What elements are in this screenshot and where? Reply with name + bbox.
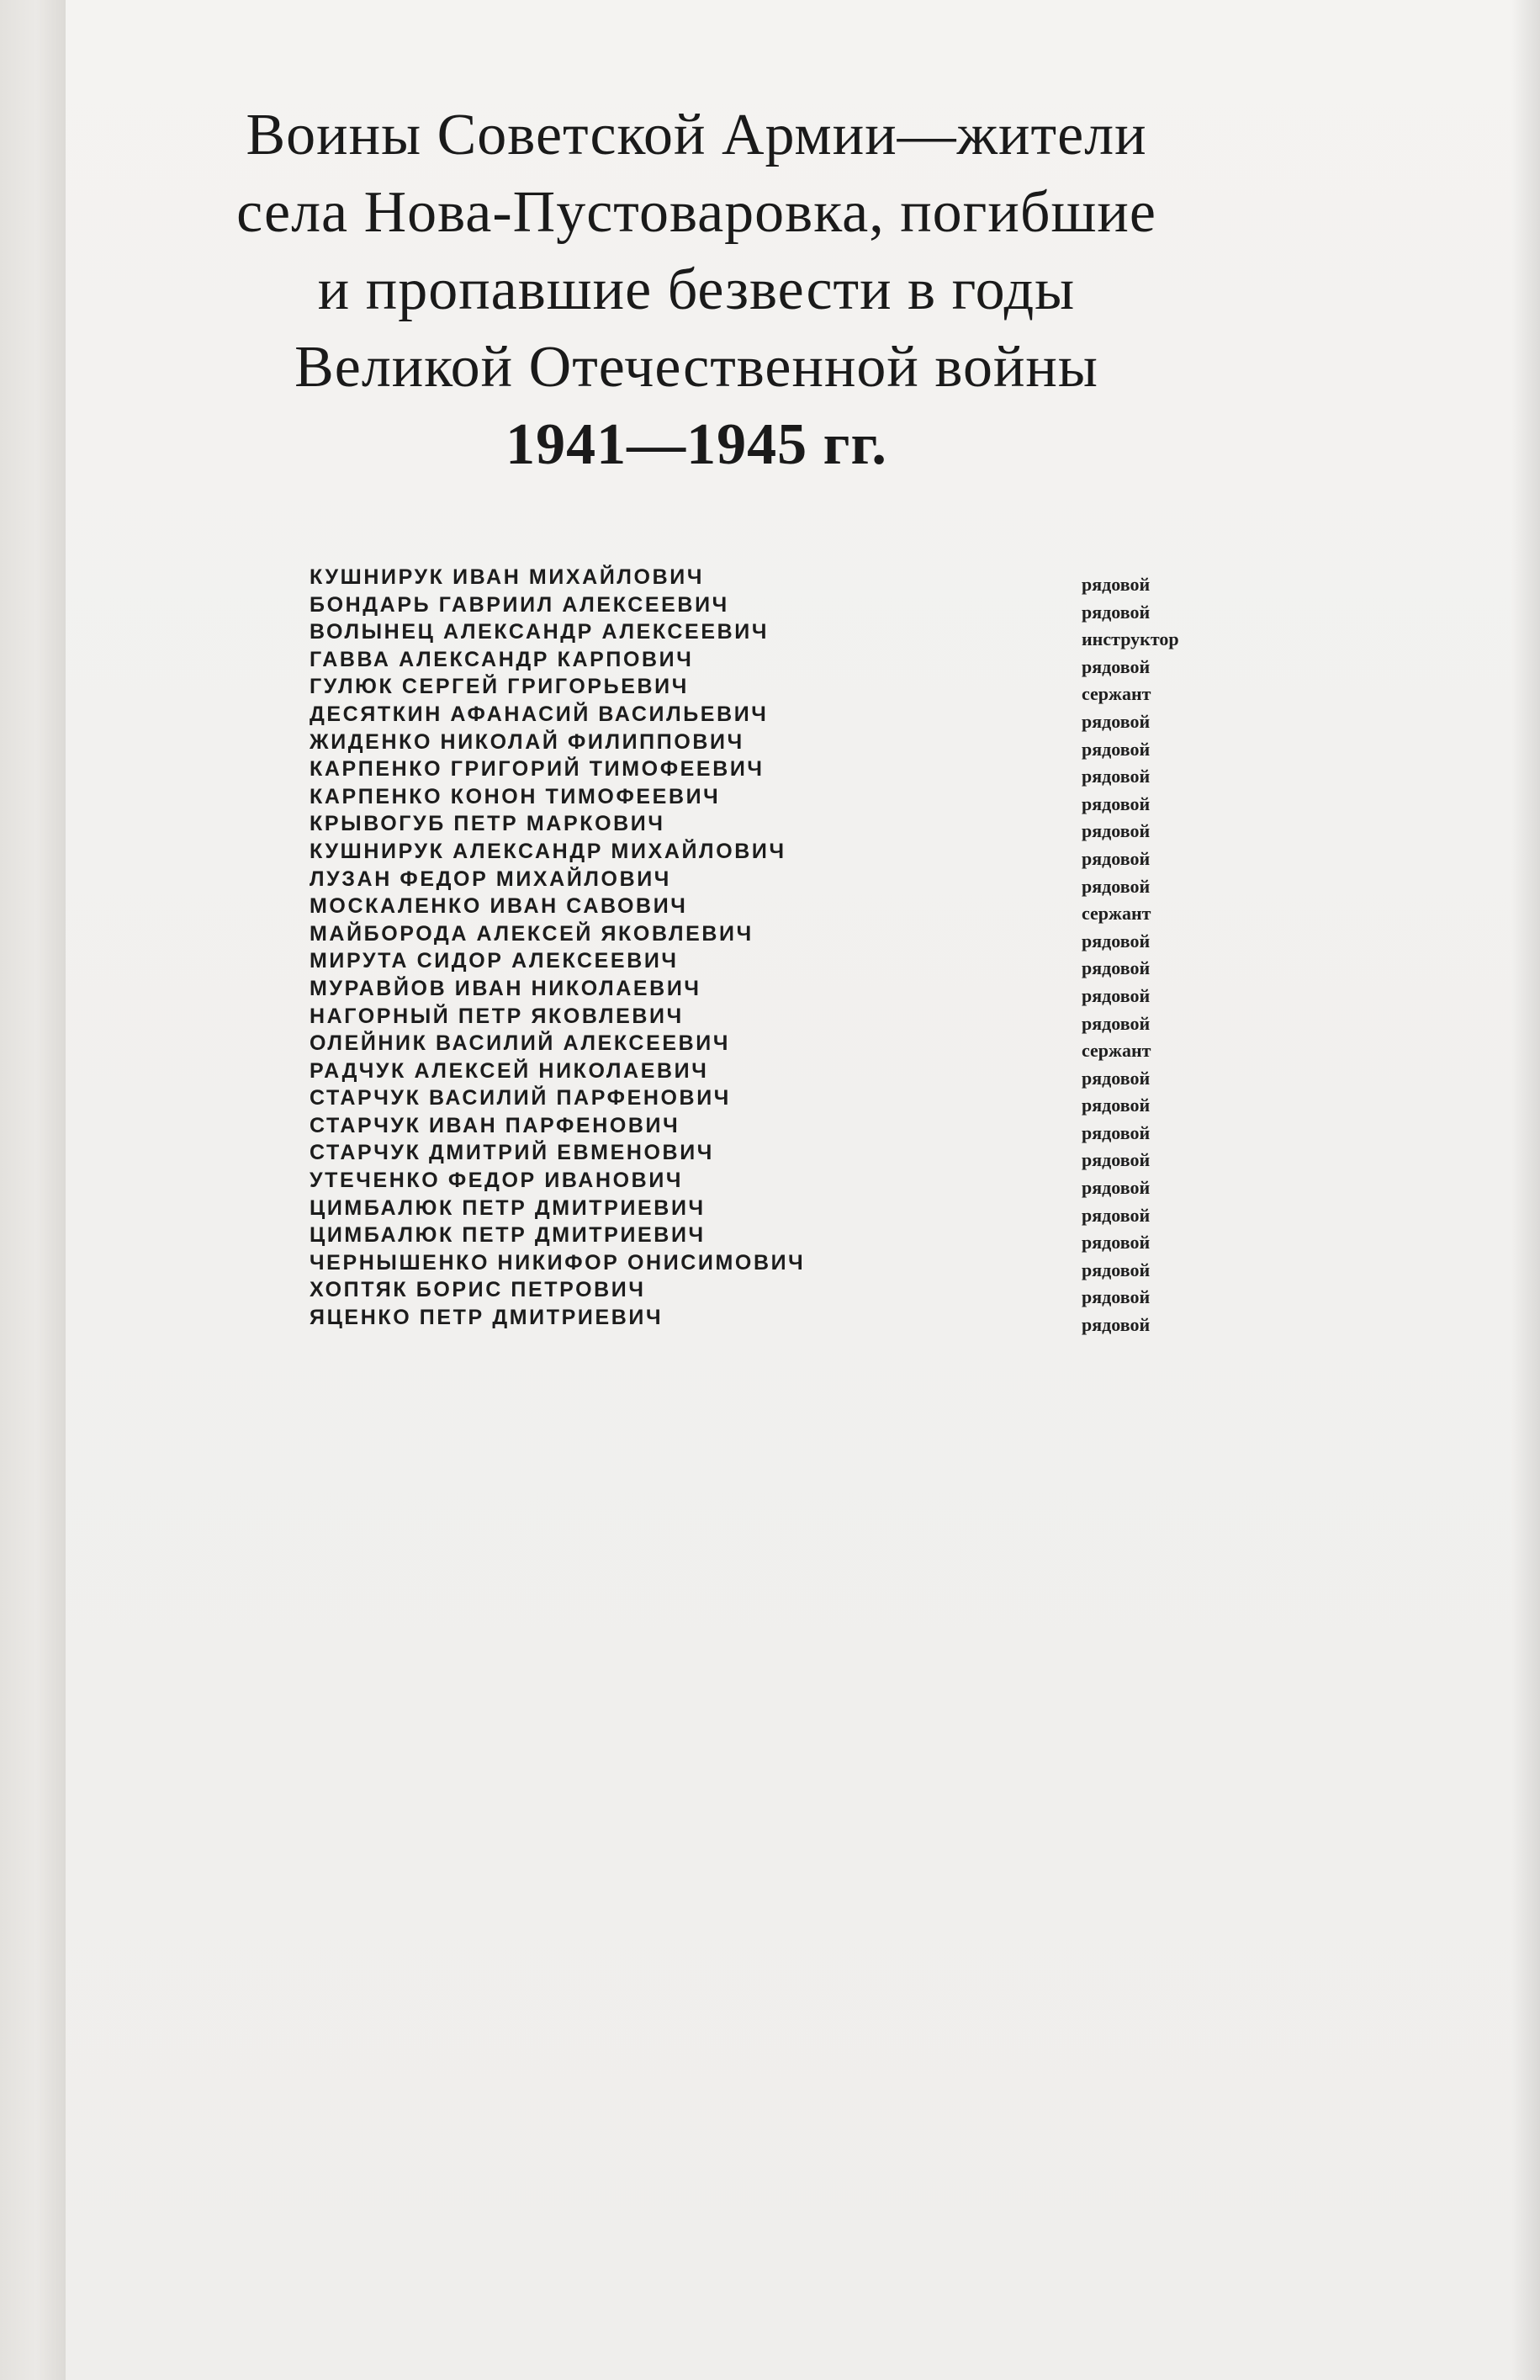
- roster-row: [310, 755, 1235, 787]
- soldier-name: КРЫВОГУБ ПЕТР МАРКОВИЧ: [310, 812, 665, 836]
- roster-row: [310, 1276, 1235, 1308]
- soldier-name: БОНДАРЬ ГАВРИИЛ АЛЕКСЕЕВИЧ: [310, 592, 729, 617]
- soldier-name: ЖИДЕНКО НИКОЛАЙ ФИЛИППОВИЧ: [310, 729, 744, 754]
- soldier-rank: рядовой: [1082, 1259, 1151, 1280]
- soldier-rank: рядовой: [1082, 984, 1151, 1006]
- soldier-name: ЛУЗАН ФЕДОР МИХАЙЛОВИЧ: [310, 867, 671, 891]
- soldier-name: ОЛЕЙНИК ВАСИЛИЙ АЛЕКСЕЕВИЧ: [310, 1031, 731, 1056]
- roster-list: [310, 564, 1235, 1336]
- soldier-name: ГУЛЮК СЕРГЕЙ ГРИГОРЬЕВИЧ: [310, 675, 689, 699]
- book-page: [66, 0, 1540, 2380]
- soldier-name: ЦИМБАЛЮК ПЕТР ДМИТРИЕВИЧ: [310, 1195, 706, 1220]
- page-right-shadow: [1511, 0, 1540, 2380]
- soldier-rank: рядовой: [1082, 1149, 1151, 1171]
- soldier-name: МОСКАЛЕНКО ИВАН САВОВИЧ: [310, 894, 688, 919]
- soldier-rank: рядовой: [1082, 1067, 1151, 1089]
- roster-row: [310, 838, 1235, 869]
- soldier-name: МУРАВЙОВ ИВАН НИКОЛАЕВИЧ: [310, 976, 701, 1000]
- soldier-rank: сержант: [1082, 903, 1151, 925]
- soldier-rank: рядовой: [1082, 1286, 1151, 1308]
- soldier-rank: рядовой: [1082, 1204, 1151, 1226]
- roster-row: [310, 729, 1235, 760]
- soldier-rank: рядовой: [1082, 710, 1151, 732]
- soldier-name: ДЕСЯТКИН АФАНАСИЙ ВАСИЛЬЕВИЧ: [310, 702, 769, 726]
- soldier-name: НАГОРНЫЙ ПЕТР ЯКОВЛЕВИЧ: [310, 1004, 684, 1028]
- page-title: [150, 97, 1243, 484]
- soldier-rank: рядовой: [1082, 766, 1151, 787]
- soldier-rank: рядовой: [1082, 820, 1151, 842]
- roster-row: [310, 1030, 1235, 1062]
- soldier-rank: рядовой: [1082, 1177, 1151, 1199]
- soldier-rank: рядовой: [1082, 875, 1151, 897]
- soldier-rank: рядовой: [1082, 1232, 1151, 1254]
- soldier-name: ХОПТЯК БОРИС ПЕТРОВИЧ: [310, 1278, 646, 1302]
- soldier-name: МАЙБОРОДА АЛЕКСЕЙ ЯКОВЛЕВИЧ: [310, 921, 754, 946]
- soldier-rank: сержант: [1082, 1040, 1151, 1062]
- soldier-rank: рядовой: [1082, 1314, 1151, 1336]
- roster-row: [310, 701, 1235, 732]
- roster-row: [310, 1139, 1235, 1171]
- roster-row: [310, 920, 1235, 951]
- soldier-rank: сержант: [1082, 683, 1151, 705]
- roster-row: [310, 866, 1235, 897]
- roster-row: [310, 893, 1235, 925]
- roster-row: [310, 810, 1235, 842]
- soldier-name: КАРПЕНКО КОНОН ТИМОФЕЕВИЧ: [310, 784, 721, 808]
- soldier-rank: рядовой: [1082, 574, 1151, 595]
- soldier-name: ГАВВА АЛЕКСАНДР КАРПОВИЧ: [310, 647, 694, 671]
- roster-row: [310, 1304, 1235, 1336]
- roster-row: [310, 947, 1235, 979]
- adjacent-page-edge: [0, 0, 66, 2380]
- soldier-rank: рядовой: [1082, 1012, 1151, 1034]
- soldier-name: ЧЕРНЫШЕНКО НИКИФОР ОНИСИМОВИЧ: [310, 1250, 806, 1275]
- soldier-rank: рядовой: [1082, 738, 1151, 760]
- roster-row: [310, 1084, 1235, 1116]
- soldier-rank: рядовой: [1082, 1095, 1151, 1116]
- roster-row: [310, 564, 1235, 595]
- soldier-name: МИРУТА СИДОР АЛЕКСЕЕВИЧ: [310, 949, 679, 973]
- roster-row: [310, 783, 1235, 814]
- soldier-name: ЯЦЕНКО ПЕТР ДМИТРИЕВИЧ: [310, 1306, 664, 1330]
- soldier-name: СТАРЧУК ВАСИЛИЙ ПАРФЕНОВИЧ: [310, 1086, 731, 1110]
- soldier-name: ВОЛЫНЕЦ АЛЕКСАНДР АЛЕКСЕЕВИЧ: [310, 620, 769, 644]
- soldier-name: КУШНИРУК ИВАН МИХАЙЛОВИЧ: [310, 565, 704, 589]
- roster-row: [310, 1195, 1235, 1226]
- roster-row: [310, 1167, 1235, 1199]
- roster-row: [310, 975, 1235, 1006]
- title-line: и пропавшие безвести в годы: [317, 257, 1076, 322]
- title-line: Великой Отечественной войны: [294, 335, 1098, 400]
- soldier-name: ЦИМБАЛЮК ПЕТР ДМИТРИЕВИЧ: [310, 1223, 706, 1248]
- roster-row: [310, 591, 1235, 623]
- roster-row: [310, 1222, 1235, 1254]
- soldier-rank: рядовой: [1082, 792, 1151, 814]
- title-years: 1941—1945 гг.: [505, 412, 887, 477]
- soldier-name: КАРПЕНКО ГРИГОРИЙ ТИМОФЕЕВИЧ: [310, 757, 765, 782]
- roster-row: [310, 673, 1235, 705]
- soldier-name: СТАРЧУК ИВАН ПАРФЕНОВИЧ: [310, 1113, 680, 1137]
- soldier-rank: рядовой: [1082, 957, 1151, 979]
- soldier-rank: рядовой: [1082, 655, 1151, 677]
- soldier-rank: инструктор: [1082, 628, 1179, 650]
- roster-row: [310, 1249, 1235, 1280]
- soldier-name: КУШНИРУК АЛЕКСАНДР МИХАЙЛОВИЧ: [310, 839, 786, 863]
- soldier-name: УТЕЧЕНКО ФЕДОР ИВАНОВИЧ: [310, 1169, 684, 1193]
- soldier-rank: рядовой: [1082, 1121, 1151, 1143]
- title-line: Воины Советской Армии—жители: [246, 103, 1147, 167]
- soldier-name: СТАРЧУК ДМИТРИЙ ЕВМЕНОВИЧ: [310, 1141, 714, 1165]
- roster-row: [310, 618, 1235, 650]
- roster-row: [310, 1112, 1235, 1143]
- title-line: села Нова-Пустоваровка, погибшие: [236, 180, 1156, 245]
- soldier-rank: рядовой: [1082, 847, 1151, 869]
- soldier-name: РАДЧУК АЛЕКСЕЙ НИКОЛАЕВИЧ: [310, 1058, 709, 1083]
- roster-row: [310, 646, 1235, 677]
- soldier-rank: рядовой: [1082, 930, 1151, 951]
- roster-row: [310, 1057, 1235, 1089]
- soldier-rank: рядовой: [1082, 601, 1151, 623]
- roster-row: [310, 1003, 1235, 1034]
